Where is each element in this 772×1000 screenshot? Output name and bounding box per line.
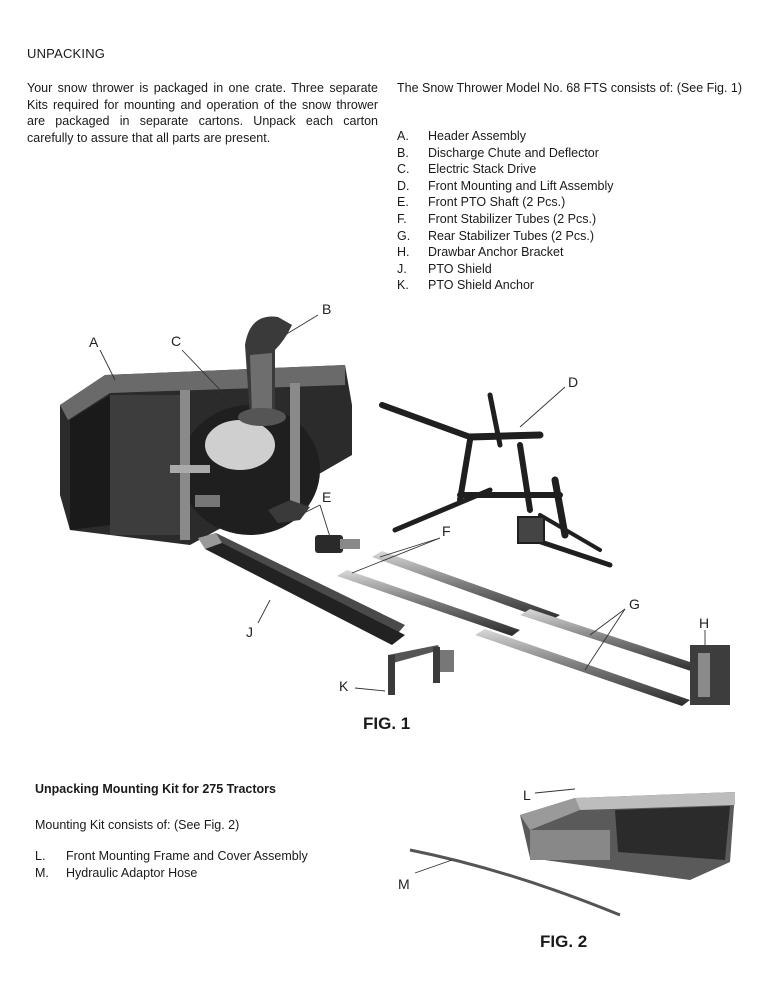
list-item: A. Header Assembly	[397, 129, 526, 143]
section-title: UNPACKING	[27, 46, 106, 61]
list-item: K. PTO Shield Anchor	[397, 278, 535, 293]
lift-assembly-icon	[382, 395, 610, 565]
callout-e: E	[322, 489, 332, 505]
callout-h: H	[699, 615, 710, 631]
list-item: B. Discharge Chute and Deflector	[397, 145, 599, 160]
fig1-caption: FIG. 1	[363, 714, 411, 733]
list-item: D. Front Mounting and Lift Assembly	[397, 178, 614, 193]
drawbar-bracket-icon	[690, 645, 730, 705]
mounting-frame-icon	[520, 792, 735, 880]
callout-b: B	[322, 301, 332, 317]
callout-g: G	[629, 596, 640, 612]
callout-f: F	[442, 523, 451, 539]
list-item: C. Electric Stack Drive	[397, 162, 537, 177]
header-assembly-icon	[60, 365, 352, 545]
callout-k: K	[339, 678, 349, 694]
callout-a: A	[89, 334, 99, 350]
callout-leader-m	[415, 860, 452, 873]
list-item: E. Front PTO Shaft (2 Pcs.)	[397, 195, 566, 210]
model-intro: The Snow Thrower Model No. 68 FTS consists of: (See Fig. 1)	[397, 81, 743, 95]
parts-list	[397, 128, 743, 294]
rear-stabilizer-tubes-icon	[475, 609, 705, 706]
callout-l: L	[523, 787, 531, 803]
callout-d: D	[568, 374, 579, 390]
fig2-caption: FIG. 2	[540, 932, 588, 951]
kit-heading: Unpacking Mounting Kit for 275 Tractors	[35, 782, 276, 796]
list-item: G. Rear Stabilizer Tubes (2 Pcs.)	[397, 228, 595, 243]
kit-intro: Mounting Kit consists of: (See Fig. 2)	[35, 818, 240, 832]
pto-shield-anchor-icon	[388, 645, 454, 695]
fig2-illustration	[390, 770, 740, 930]
callout-m: M	[398, 876, 410, 892]
fig1-illustration	[0, 295, 772, 735]
callout-j: J	[246, 624, 253, 640]
intro-paragraph: Your snow thrower is packaged in one crate. Three separate Kits required for mounting and operation of the snow thrower are packaged in separate cartons. Unpack each carton carefully to assure that all parts are present.	[27, 81, 378, 145]
callout-c: C	[171, 333, 182, 349]
pto-shield-icon	[198, 533, 405, 645]
list-item: L. Front Mounting Frame and Cover Assembly	[35, 849, 308, 863]
kit-parts-list	[35, 848, 375, 881]
list-item: H. Drawbar Anchor Bracket	[397, 245, 564, 260]
list-item: F. Front Stabilizer Tubes (2 Pcs.)	[397, 211, 597, 226]
list-item: M. Hydraulic Adaptor Hose	[35, 865, 198, 880]
list-item: J. PTO Shield	[397, 261, 492, 276]
callout-leader-l	[535, 789, 575, 793]
